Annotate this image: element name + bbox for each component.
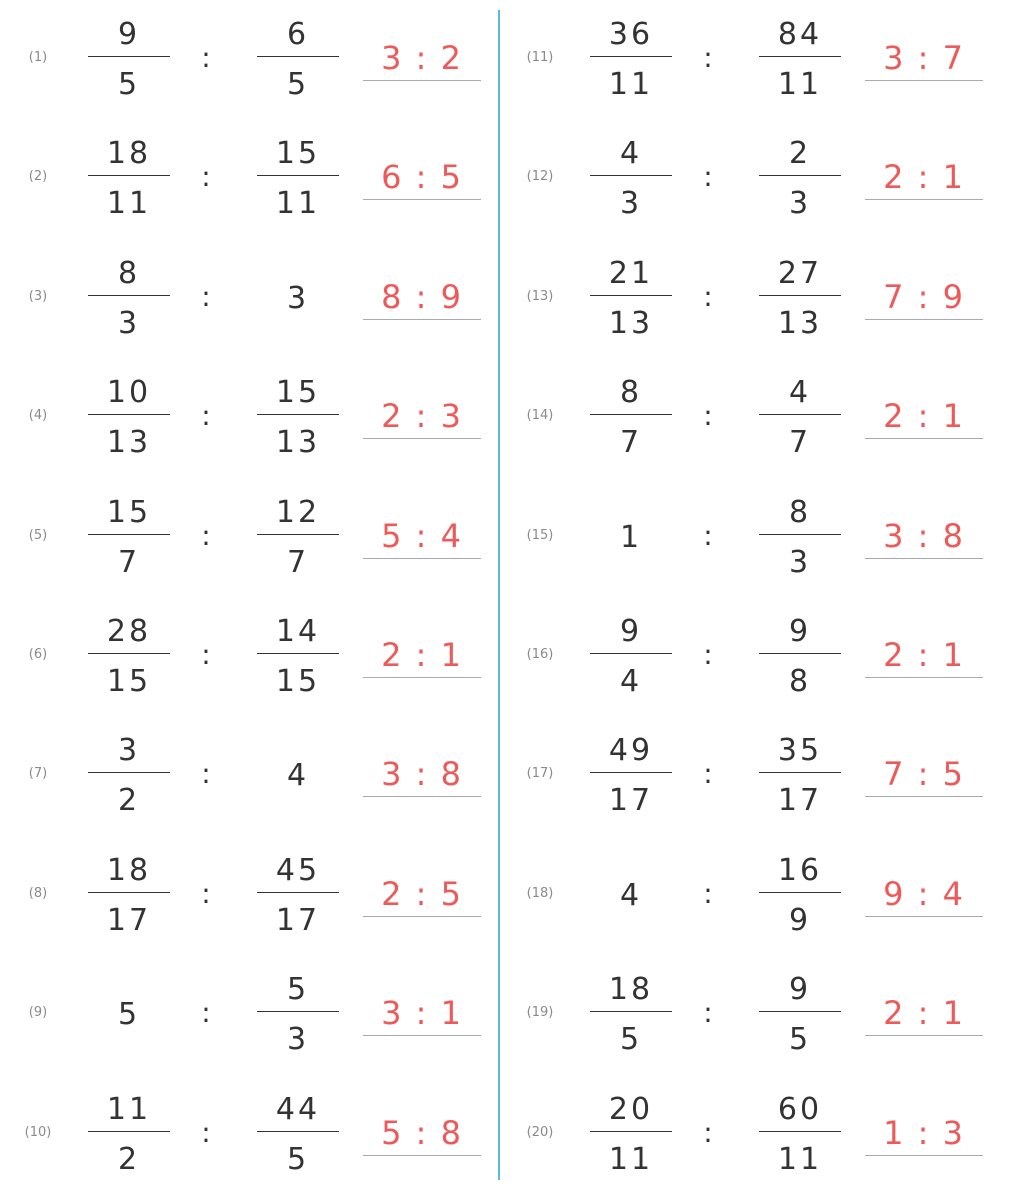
answer-ratio: 2 : 1: [883, 636, 965, 674]
fraction-a: [86, 487, 172, 587]
problem-number: (1): [28, 50, 48, 65]
fraction-a: [588, 248, 674, 348]
answer-underline: [865, 677, 983, 678]
fraction-bar: [88, 892, 170, 893]
answer-underline: [865, 438, 983, 439]
problem-item: [0, 837, 500, 956]
numerator: 45: [275, 852, 321, 888]
problem-number: (6): [28, 647, 48, 662]
numerator: 4: [788, 375, 812, 411]
problem-number: (16): [526, 647, 554, 662]
fraction-b: [255, 845, 341, 945]
problem-item: [0, 359, 500, 478]
fraction-b: [757, 964, 843, 1064]
problem-item: [502, 120, 1002, 239]
problem-number: (12): [526, 169, 554, 185]
answer-underline: [363, 199, 481, 200]
numerator: 28: [106, 614, 152, 649]
denominator: 3: [788, 544, 812, 580]
denominator: 5: [619, 1022, 643, 1058]
answer-ratio: 2 : 3: [381, 397, 463, 436]
numerator: 35: [777, 733, 823, 769]
fraction-bar: [759, 175, 841, 176]
numerator: 21: [608, 255, 654, 291]
denominator: 7: [619, 425, 643, 461]
fraction-a: [588, 9, 674, 109]
answer-ratio: 9 : 4: [883, 874, 965, 913]
answer-ratio: 3 : 1: [381, 994, 463, 1033]
whole-number: 4: [619, 877, 643, 913]
problem-item: [0, 120, 500, 239]
problem-number: (8): [28, 885, 48, 901]
denominator: 5: [117, 67, 141, 102]
denominator: 7: [117, 544, 141, 580]
answer-ratio: 1 : 3: [883, 1113, 965, 1152]
problem-item: [502, 359, 1002, 478]
fraction-b: [255, 1084, 341, 1184]
answer-underline: [363, 796, 481, 797]
numerator: 44: [275, 1091, 321, 1127]
denominator: 11: [275, 186, 321, 222]
fraction-bar: [759, 295, 841, 296]
denominator: 4: [619, 664, 643, 699]
fraction-bar: [590, 175, 672, 176]
fraction-bar: [88, 175, 170, 176]
numerator: 8: [619, 375, 643, 411]
ratio-colon: :: [703, 160, 713, 194]
problem-item: [0, 598, 500, 717]
answer-ratio: 6 : 5: [381, 158, 463, 197]
fraction-a: [86, 725, 172, 825]
ratio-colon: :: [703, 876, 713, 910]
fraction-a: [588, 606, 674, 706]
denominator: 15: [275, 664, 321, 699]
answer-underline: [865, 916, 983, 917]
problem-number: (15): [526, 527, 554, 543]
whole-number: 3: [286, 280, 310, 316]
answer-underline: [363, 80, 481, 81]
answer-underline: [363, 916, 481, 917]
answer-ratio: 2 : 1: [883, 397, 965, 436]
denominator: 13: [777, 305, 823, 341]
numerator: 2: [788, 136, 812, 172]
answer-ratio: 2 : 1: [381, 636, 463, 674]
answer-underline: [865, 558, 983, 559]
numerator: 9: [619, 614, 643, 649]
problem-item: [502, 1, 1002, 120]
fraction-b: [757, 9, 843, 109]
ratio-colon: :: [703, 518, 713, 552]
fraction-bar: [88, 414, 170, 415]
fraction-b: [757, 248, 843, 348]
numerator: 15: [275, 136, 321, 172]
answer-underline: [865, 1035, 983, 1036]
fraction-bar: [590, 1011, 672, 1012]
fraction-a: [588, 725, 674, 825]
fraction-a: [86, 128, 172, 228]
fraction-bar: [257, 175, 339, 176]
fraction-b: [757, 1084, 843, 1184]
problem-number: (7): [28, 766, 48, 782]
problem-item: [0, 1, 500, 120]
fraction-bar: [88, 772, 170, 773]
fraction-bar: [590, 414, 672, 415]
fraction-bar: [88, 1131, 170, 1132]
denominator: 5: [286, 1141, 310, 1177]
numerator: 84: [777, 17, 823, 52]
ratio-colon: :: [201, 876, 211, 910]
operand-b: [255, 725, 341, 825]
fraction-b: [255, 367, 341, 467]
ratio-colon: :: [201, 160, 211, 194]
problem-number: (18): [526, 885, 554, 901]
fraction-bar: [590, 295, 672, 296]
ratio-colon: :: [703, 399, 713, 433]
answer-underline: [363, 558, 481, 559]
fraction-bar: [759, 56, 841, 57]
denominator: 2: [117, 783, 141, 819]
fraction-bar: [88, 534, 170, 535]
denominator: 7: [788, 425, 812, 461]
numerator: 15: [106, 494, 152, 530]
fraction-bar: [88, 56, 170, 57]
denominator: 17: [106, 902, 152, 938]
fraction-b: [757, 845, 843, 945]
fraction-a: [86, 1084, 172, 1184]
problem-number: (9): [28, 1005, 48, 1021]
answer-underline: [363, 319, 481, 320]
fraction-bar: [257, 534, 339, 535]
answer-underline: [865, 199, 983, 200]
fraction-a: [86, 367, 172, 467]
problem-item: [0, 479, 500, 598]
problem-number: (17): [526, 766, 554, 782]
denominator: 9: [788, 902, 812, 938]
numerator: 18: [106, 136, 152, 172]
fraction-bar: [257, 1011, 339, 1012]
answer-underline: [865, 80, 983, 81]
problem-item: [502, 717, 1002, 836]
numerator: 9: [117, 17, 141, 52]
numerator: 8: [117, 255, 141, 291]
denominator: 13: [106, 425, 152, 461]
fraction-bar: [590, 1131, 672, 1132]
fraction-a: [86, 606, 172, 706]
ratio-colon: :: [201, 757, 211, 791]
fraction-bar: [88, 653, 170, 654]
problem-item: [0, 717, 500, 836]
numerator: 18: [608, 972, 654, 1008]
fraction-bar: [257, 653, 339, 654]
answer-underline: [865, 319, 983, 320]
problem-number: (14): [526, 408, 554, 424]
numerator: 20: [608, 1091, 654, 1127]
answer-ratio: 2 : 1: [883, 158, 965, 197]
left-column: [0, 0, 500, 1194]
fraction-b: [757, 725, 843, 825]
operand-b: [255, 248, 341, 348]
fraction-a: [86, 248, 172, 348]
right-column: [502, 0, 1002, 1194]
fraction-bar: [257, 1131, 339, 1132]
answer-underline: [363, 438, 481, 439]
fraction-b: [757, 367, 843, 467]
numerator: 16: [777, 852, 823, 888]
ratio-colon: :: [703, 279, 713, 313]
numerator: 11: [106, 1091, 152, 1127]
denominator: 17: [275, 902, 321, 938]
problem-number: (20): [526, 1124, 554, 1140]
problem-item: [502, 240, 1002, 359]
ratio-colon: :: [703, 638, 713, 671]
numerator: 15: [275, 375, 321, 411]
ratio-colon: :: [201, 638, 211, 671]
fraction-a: [588, 964, 674, 1064]
numerator: 14: [275, 614, 321, 649]
fraction-bar: [257, 892, 339, 893]
ratio-colon: :: [201, 996, 211, 1030]
problem-item: [502, 479, 1002, 598]
fraction-bar: [257, 56, 339, 57]
fraction-bar: [759, 892, 841, 893]
fraction-bar: [759, 534, 841, 535]
whole-number: 1: [619, 519, 643, 555]
answer-underline: [865, 1155, 983, 1156]
denominator: 11: [777, 67, 823, 102]
answer-ratio: 3 : 2: [381, 39, 463, 77]
denominator: 11: [106, 186, 152, 222]
answer-ratio: 7 : 9: [883, 277, 965, 316]
problem-number: (4): [28, 408, 48, 424]
fraction-a: [588, 128, 674, 228]
problem-number: (3): [28, 288, 48, 304]
fraction-bar: [590, 772, 672, 773]
fraction-b: [757, 128, 843, 228]
denominator: 2: [117, 1141, 141, 1177]
problem-number: (13): [526, 288, 554, 304]
ratio-colon: :: [201, 41, 211, 74]
fraction-a: [86, 845, 172, 945]
ratio-colon: :: [703, 757, 713, 791]
whole-number: 4: [286, 758, 310, 794]
answer-underline: [865, 796, 983, 797]
ratio-colon: :: [703, 996, 713, 1030]
numerator: 5: [286, 972, 310, 1008]
fraction-b: [255, 9, 341, 109]
fraction-b: [757, 487, 843, 587]
operand-a: [588, 845, 674, 945]
denominator: 17: [777, 783, 823, 819]
ratio-colon: :: [201, 279, 211, 313]
problem-item: [0, 1076, 500, 1195]
fraction-bar: [759, 1011, 841, 1012]
denominator: 17: [608, 783, 654, 819]
denominator: 7: [286, 544, 310, 580]
numerator: 12: [275, 494, 321, 530]
numerator: 18: [106, 852, 152, 888]
ratio-colon: :: [703, 1115, 713, 1149]
denominator: 5: [788, 1022, 812, 1058]
numerator: 6: [286, 17, 310, 52]
problem-item: [0, 240, 500, 359]
fraction-bar: [759, 772, 841, 773]
denominator: 15: [106, 664, 152, 699]
problem-number: (5): [28, 527, 48, 543]
numerator: 36: [608, 17, 654, 52]
numerator: 4: [619, 136, 643, 172]
problem-number: (10): [24, 1124, 52, 1140]
fraction-b: [255, 606, 341, 706]
ratio-colon: :: [201, 399, 211, 433]
numerator: 27: [777, 255, 823, 291]
fraction-bar: [257, 414, 339, 415]
answer-ratio: 7 : 5: [883, 755, 965, 794]
fraction-bar: [88, 295, 170, 296]
problem-item: [502, 837, 1002, 956]
denominator: 8: [788, 664, 812, 699]
operand-a: [588, 487, 674, 587]
answer-underline: [363, 677, 481, 678]
problem-item: [0, 956, 500, 1075]
answer-ratio: 3 : 8: [381, 755, 463, 794]
answer-ratio: 3 : 8: [883, 516, 965, 555]
numerator: 9: [788, 972, 812, 1008]
fraction-b: [255, 128, 341, 228]
denominator: 3: [117, 305, 141, 341]
whole-number: 5: [117, 997, 141, 1033]
problem-number: (11): [526, 50, 554, 65]
denominator: 3: [619, 186, 643, 222]
fraction-bar: [590, 653, 672, 654]
denominator: 3: [788, 186, 812, 222]
fraction-b: [255, 487, 341, 587]
answer-ratio: 5 : 8: [381, 1113, 463, 1152]
problem-number: (19): [526, 1005, 554, 1021]
fraction-a: [588, 1084, 674, 1184]
problem-item: [502, 598, 1002, 717]
operand-a: [86, 964, 172, 1064]
answer-ratio: 2 : 1: [883, 994, 965, 1033]
problem-item: [502, 956, 1002, 1075]
problem-number: (2): [28, 169, 48, 185]
fraction-b: [757, 606, 843, 706]
numerator: 60: [777, 1091, 823, 1127]
numerator: 9: [788, 614, 812, 649]
fraction-b: [255, 964, 341, 1064]
fraction-a: [588, 367, 674, 467]
fraction-bar: [759, 653, 841, 654]
answer-ratio: 2 : 5: [381, 874, 463, 913]
answer-ratio: 8 : 9: [381, 277, 463, 316]
denominator: 11: [777, 1141, 823, 1177]
problem-item: [502, 1076, 1002, 1195]
fraction-a: [86, 9, 172, 109]
answer-ratio: 3 : 7: [883, 39, 965, 77]
denominator: 13: [275, 425, 321, 461]
answer-underline: [363, 1035, 481, 1036]
denominator: 3: [286, 1022, 310, 1058]
denominator: 13: [608, 305, 654, 341]
numerator: 49: [608, 733, 654, 769]
fraction-bar: [759, 414, 841, 415]
denominator: 11: [608, 1141, 654, 1177]
fraction-bar: [590, 56, 672, 57]
numerator: 3: [117, 733, 141, 769]
numerator: 10: [106, 375, 152, 411]
denominator: 5: [286, 67, 310, 102]
denominator: 11: [608, 67, 654, 102]
ratio-colon: :: [703, 41, 713, 74]
fraction-bar: [759, 1131, 841, 1132]
answer-underline: [363, 1155, 481, 1156]
ratio-colon: :: [201, 518, 211, 552]
answer-ratio: 5 : 4: [381, 516, 463, 555]
numerator: 8: [788, 494, 812, 530]
ratio-colon: :: [201, 1115, 211, 1149]
